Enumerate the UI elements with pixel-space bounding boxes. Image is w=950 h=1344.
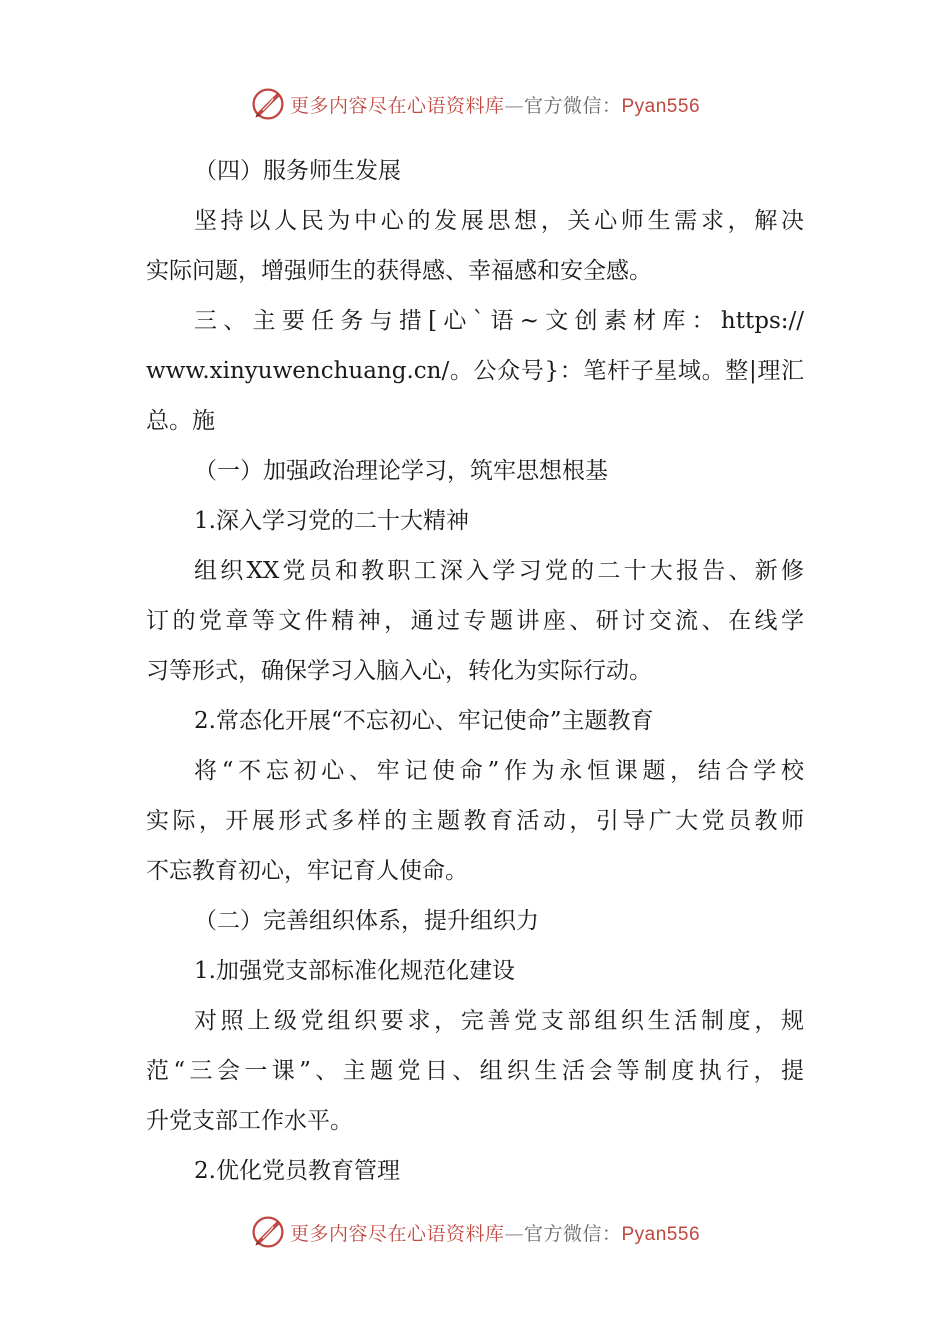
paragraph-line: 对照上级党组织要求，完善党支部组织生活制度，规 (194, 1008, 804, 1034)
section-heading-three (146, 296, 804, 346)
header-banner-dash: — (504, 94, 524, 117)
paragraph-line: 升党支部工作水平。 (146, 1108, 353, 1134)
paragraph-line: 组织XX党员和教职工深入学习党的二十大报告、新修 (194, 558, 804, 584)
header-wechat-id: Pyan556 (621, 95, 701, 117)
pen-logo-icon (250, 1214, 286, 1250)
item-heading: 1.深入学习党的二十大精神 (194, 508, 469, 534)
paragraph-line: 坚持以人民为中心的发展思想，关心师生需求，解决 (194, 208, 804, 234)
item-heading: 1.加强党支部标准化规范化建设 (194, 958, 515, 984)
footer-banner-title: 更多内容尽在心语资料库 (289, 1222, 505, 1245)
header-wechat-label: 官方微信： (523, 94, 622, 117)
pen-logo-icon (250, 86, 286, 122)
paragraph-line: 实际，开展形式多样的主题教育活动，引导广大党员教师 (146, 808, 804, 834)
header-banner-title: 更多内容尽在心语资料库 (289, 94, 505, 117)
section-heading-four: （四）服务师生发展 (194, 158, 401, 184)
item-heading: 2.常态化开展“不忘初心、牢记使命”主题教育 (194, 708, 654, 734)
header-banner (0, 84, 950, 124)
paragraph-line: 实际问题，增强师生的获得感、幸福感和安全感。 (146, 258, 652, 284)
url-line-text: www.xinyuwenchuang.cn/。公众号}：笔杆子星域。整|理汇 (146, 358, 804, 384)
footer-banner-dash: — (504, 1222, 524, 1245)
paragraph-line: 不忘教育初心，牢记育人使命。 (146, 858, 468, 884)
paragraph-line: 订的党章等文件精神，通过专题讲座、研讨交流、在线学 (146, 608, 804, 634)
footer-banner-text (290, 1219, 700, 1246)
item-heading: 2.优化党员教育管理 (194, 1158, 400, 1184)
subsection-heading-two: （二）完善组织体系，提升组织力 (194, 908, 539, 934)
footer-wechat-label: 官方微信： (523, 1222, 622, 1245)
paragraph-line: 习等形式，确保学习入脑入心，转化为实际行动。 (146, 658, 652, 684)
header-banner-text (290, 91, 700, 118)
url-line (146, 346, 804, 396)
paragraph-line: 将“不忘初心、牢记使命”作为永恒课题，结合学校 (194, 758, 804, 784)
paragraph-line: 总。施 (146, 408, 215, 434)
footer-banner (0, 1212, 950, 1252)
subsection-heading-one: （一）加强政治理论学习，筑牢思想根基 (194, 458, 608, 484)
section-heading-three-text: 三、主要任务与措[心`语~文创素材库：https:// (194, 308, 804, 334)
document-body (146, 146, 804, 1196)
footer-wechat-id: Pyan556 (621, 1223, 701, 1245)
paragraph-line: 范“三会一课”、主题党日、组织生活会等制度执行，提 (146, 1058, 804, 1084)
